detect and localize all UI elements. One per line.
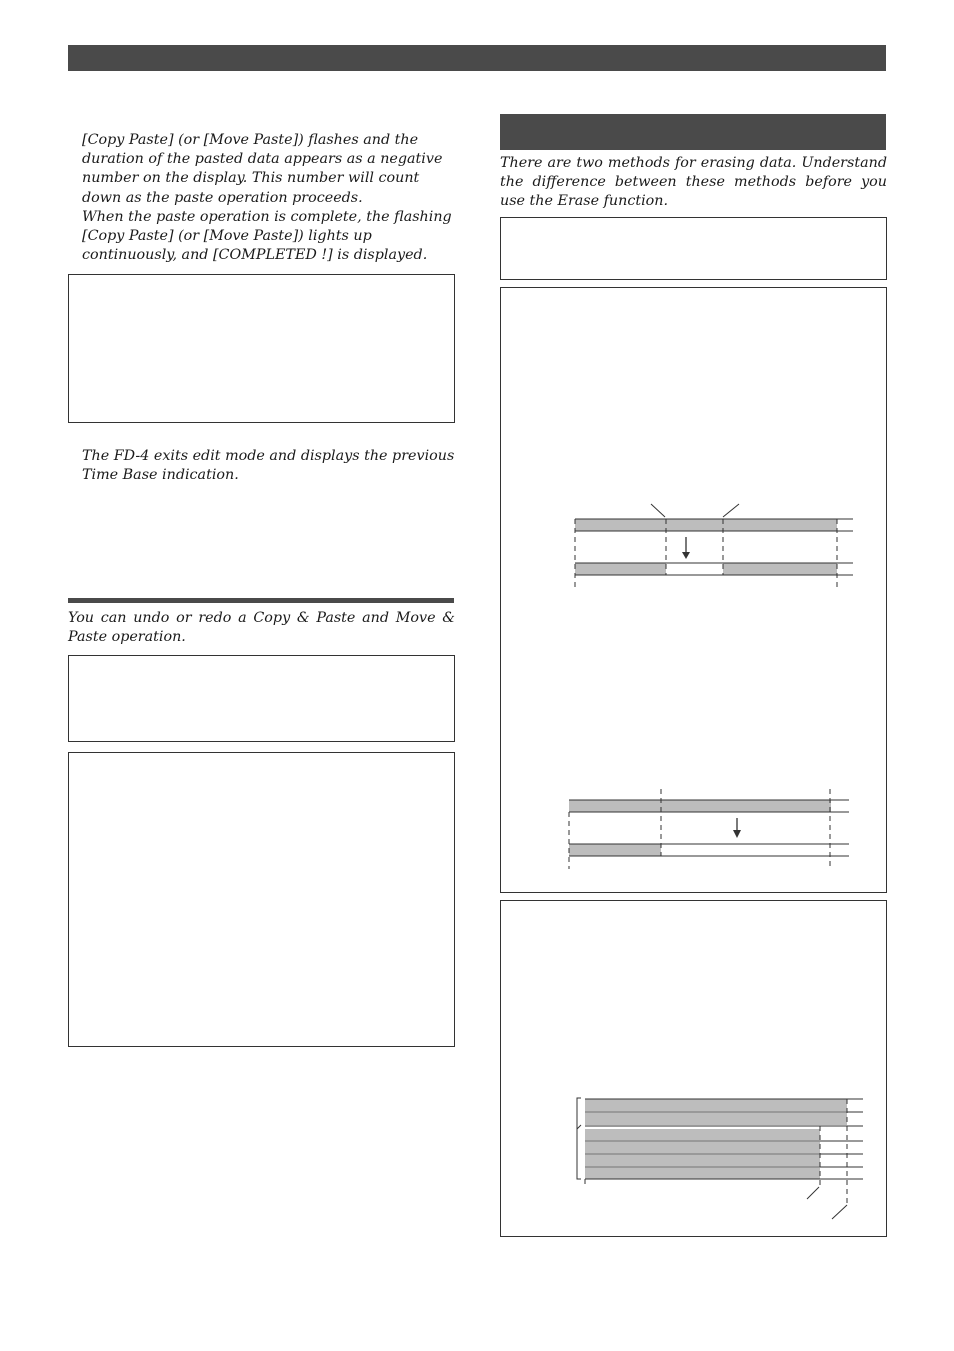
track-3-fill: [585, 1129, 820, 1140]
undo-intro-text: You can undo or redo a Copy & Paste and Move & Paste operation.: [68, 610, 455, 646]
page-header-bar: [68, 45, 886, 71]
erase-section-bar: [500, 114, 886, 150]
erase-tracks-box: [500, 900, 887, 1237]
paste-result-para-1: [Copy Paste] (or [Move Paste]) flashes and the duration of the pasted data appears as a negative number on the display. This number will count down as the paste operation proceeds.: [82, 132, 443, 206]
track-before-fill: [575, 519, 837, 531]
procedure-box-undo: [68, 752, 455, 1047]
erase-methods-box: [500, 287, 887, 893]
paste-result-text: [82, 131, 456, 265]
exit-edit-text: The FD-4 exits edit mode and displays the previous Time Base indication.: [82, 448, 455, 484]
note-box-paste: [68, 274, 455, 423]
down-arrow2-head: [733, 830, 741, 838]
track-2-fill: [585, 1113, 847, 1125]
track-6-fill: [585, 1168, 820, 1179]
track-5-fill: [585, 1155, 820, 1166]
track-after-fill-right: [723, 563, 837, 575]
track-4-fill: [585, 1142, 820, 1153]
track-after-fill-left: [575, 563, 666, 575]
multitrack-diagram: [571, 1091, 871, 1226]
paste-result-para-2: When the paste operation is complete, the flashing [Copy Paste] (or [Move Paste]) lights up continuously, and [COMPLETED !] is displayed.: [82, 208, 452, 264]
track-bracket: [577, 1098, 581, 1179]
note-box-undo: [68, 655, 455, 742]
pointer3-b: [832, 1205, 847, 1219]
pointer-line-start: [651, 504, 665, 517]
pointer-line-end: [723, 504, 739, 517]
erase-intro-text: There are two methods for erasing data. Understand the difference between these methods before you use the Erase function.: [500, 155, 887, 210]
track2-after-fill: [569, 844, 661, 856]
pointer3-a: [807, 1187, 819, 1199]
down-arrow-head: [682, 552, 690, 559]
erase-diagram-1: [561, 498, 861, 608]
erase-diagram-2: [561, 783, 861, 878]
track2-before-fill: [569, 800, 831, 812]
track-1-fill: [585, 1099, 847, 1111]
note-box-erase: [500, 217, 887, 280]
section-rule-undo: [68, 598, 454, 603]
